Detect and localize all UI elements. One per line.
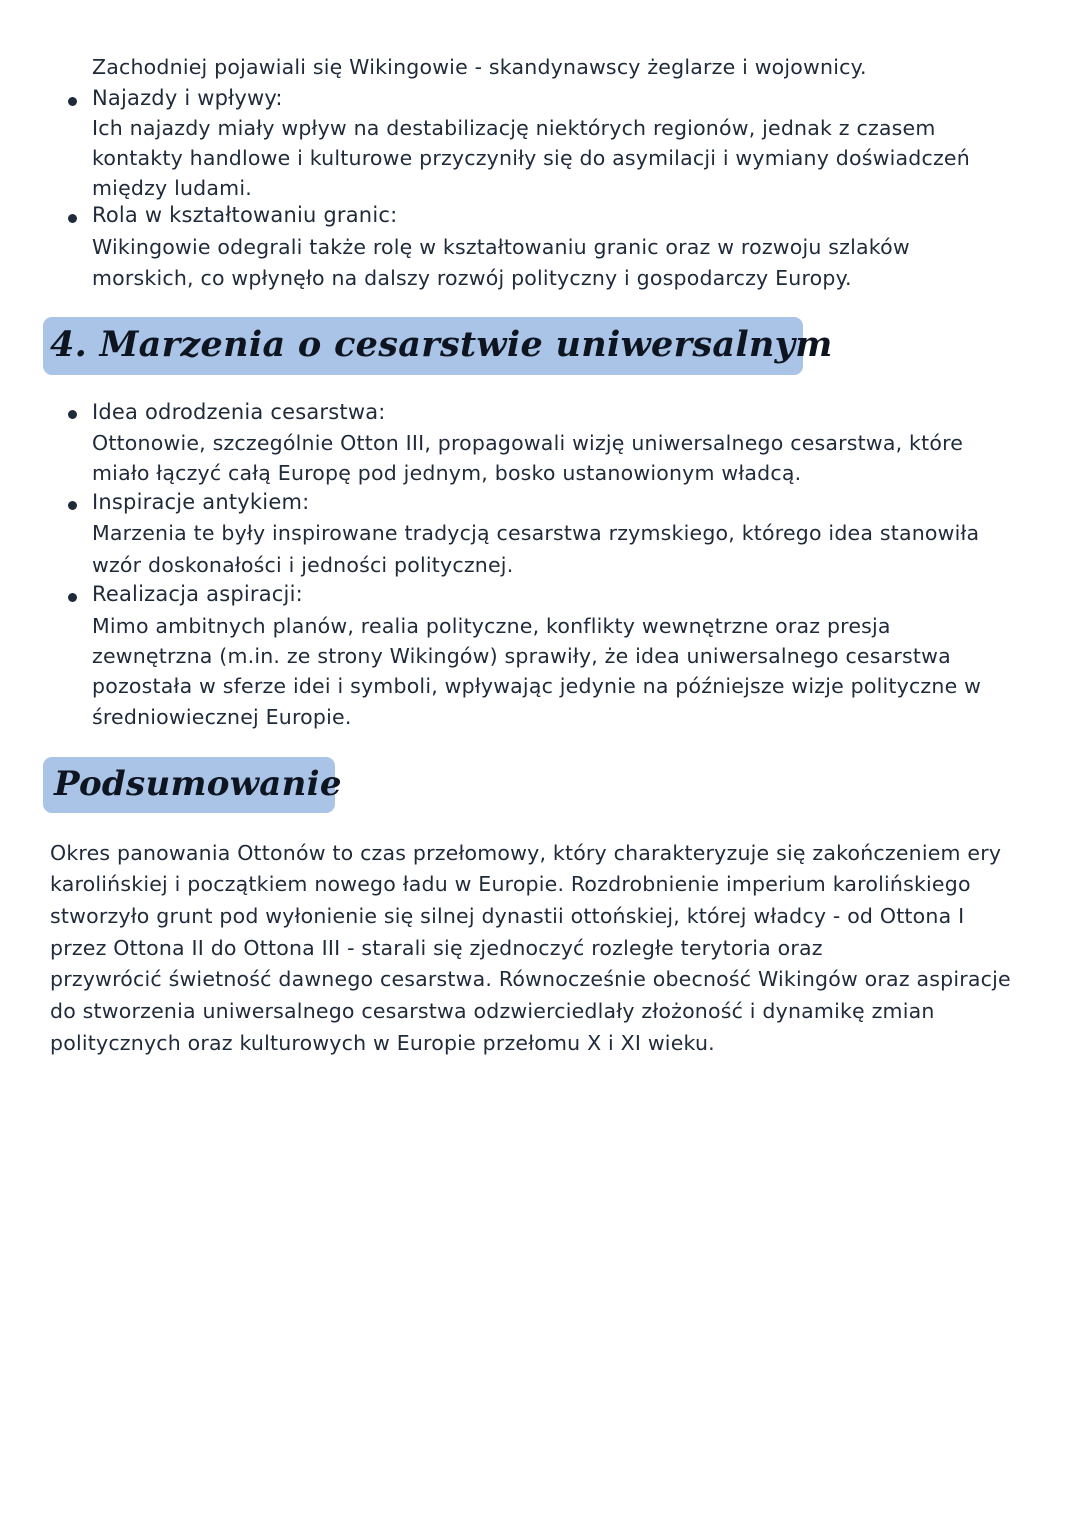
bullet-text: Marzenia te były inspirowane tradycją cesarstwa rzymskiego, którego idea stanowiła	[92, 521, 980, 545]
summary-text: stworzyło grunt pod wyłonienie się silnej dynastii ottońskiej, której władcy - od Ottona I	[50, 904, 965, 928]
summary-text: karolińskiej i początkiem nowego ładu w Europie. Rozdrobnienie imperium karolińskiego	[50, 872, 971, 896]
bullet-title: Inspiracje antykiem:	[92, 490, 310, 514]
bullet-text: zewnętrzna (m.in. ze strony Wikingów) sprawiły, że idea uniwersalnego cesarstwa	[92, 644, 951, 668]
summary-text: przez Ottona II do Ottona III - starali się zjednoczyć rozległe terytoria oraz	[50, 936, 823, 960]
bullet-text: średniowiecznej Europie.	[92, 705, 352, 729]
bullet-text: morskich, co wpłynęło na dalszy rozwój polityczny i gospodarczy Europy.	[92, 266, 852, 290]
summary-text: politycznych oraz kulturowych w Europie przełomu X i XI wieku.	[50, 1031, 715, 1055]
summary-heading: Podsumowanie	[54, 764, 342, 804]
bullet-text: miało łączyć całą Europę pod jednym, bosko ustanowionym władcą.	[92, 461, 802, 485]
bullet-text: między ludami.	[92, 176, 252, 200]
bullet-text: Ottonowie, szczególnie Otton III, propagowali wizję uniwersalnego cesarstwa, które	[92, 431, 964, 455]
bullet-dot	[68, 97, 77, 106]
bullet-dot	[68, 501, 77, 510]
bullet-text: kontakty handlowe i kulturowe przyczyniły się do asymilacji i wymiany doświadczeń	[92, 146, 970, 170]
bullet-text: wzór doskonałości i jedności politycznej.	[92, 553, 514, 577]
bullet-title: Idea odrodzenia cesarstwa:	[92, 400, 386, 424]
section-4-heading: 4. Marzenia o cesarstwie uniwersalnym	[50, 324, 833, 365]
bullet-title: Rola w kształtowaniu granic:	[92, 203, 398, 227]
intro-continuation: Zachodniej pojawiali się Wikingowie - skandynawscy żeglarze i wojownicy.	[92, 55, 867, 79]
bullet-text: Mimo ambitnych planów, realia polityczne, konflikty wewnętrzne oraz presja	[92, 614, 891, 638]
bullet-title: Realizacja aspiracji:	[92, 582, 303, 606]
bullet-dot	[68, 214, 77, 223]
summary-text: do stworzenia uniwersalnego cesarstwa odzwierciedlały złożoność i dynamikę zmian	[50, 999, 935, 1023]
bullet-text: Ich najazdy miały wpływ na destabilizację niektórych regionów, jednak z czasem	[92, 116, 936, 140]
bullet-dot	[68, 410, 77, 419]
bullet-text: Wikingowie odegrali także rolę w kształtowaniu granic oraz w rozwoju szlaków	[92, 235, 910, 259]
bullet-title: Najazdy i wpływy:	[92, 86, 283, 110]
bullet-dot	[68, 593, 77, 602]
summary-text: Okres panowania Ottonów to czas przełomowy, który charakteryzuje się zakończeniem ery	[50, 841, 1002, 865]
bullet-text: pozostała w sferze idei i symboli, wpływając jedynie na późniejsze wizje polityczne w	[92, 674, 982, 698]
summary-text: przywrócić świetność dawnego cesarstwa. Równocześnie obecność Wikingów oraz aspiracje	[50, 967, 1011, 991]
